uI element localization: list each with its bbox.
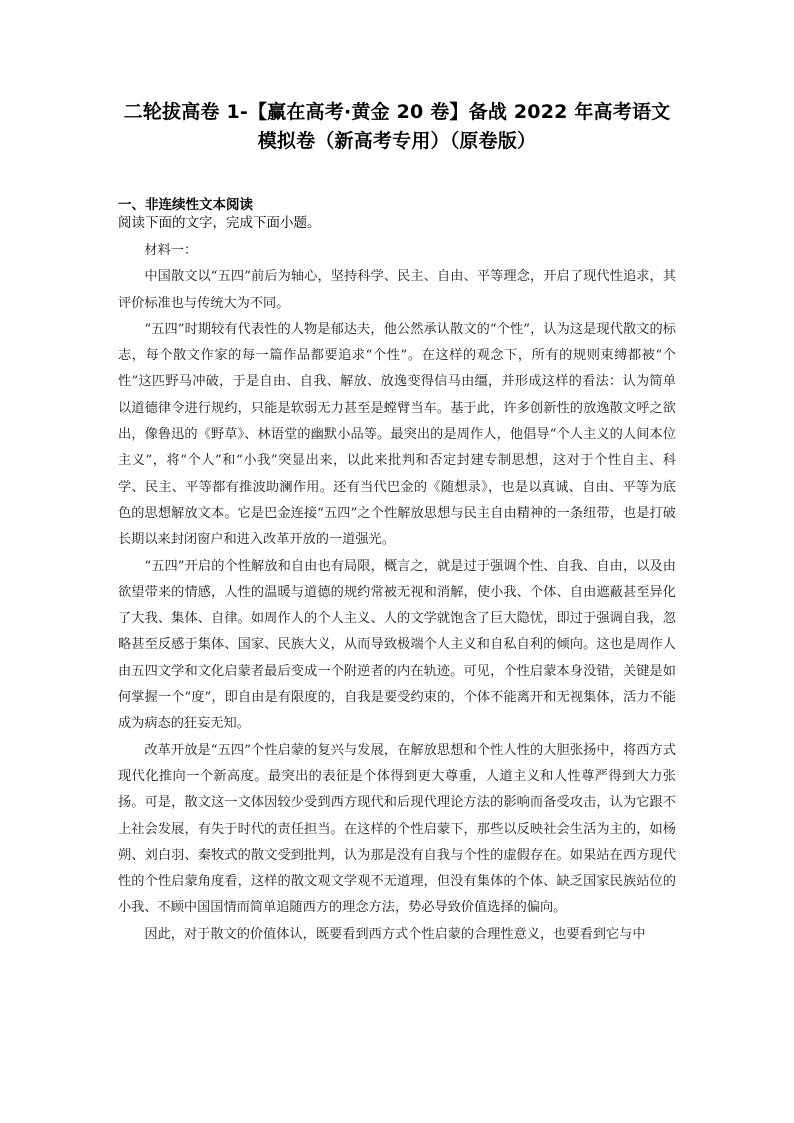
material-body bbox=[118, 238, 676, 948]
title-line-2: 模拟卷（新高考专用）（原卷版） bbox=[257, 130, 537, 152]
material-label: 材料一： bbox=[144, 243, 198, 258]
section-heading: 一、非连续性文本阅读 bbox=[118, 197, 253, 213]
document-title bbox=[118, 98, 676, 156]
paragraph-5: 因此，对于散文的价值体认，既要看到西方式个性启蒙的合理性意义，也要看到它与中 bbox=[144, 926, 646, 942]
paragraph-4: 改革开放是“五四”个性启蒙的复兴与发展，在解放思想和个性人性的大胆张扬中，将西方式现代化推向一个新高度。最突出的表征是个体得到更大尊重，人道主义和人性尊严得到大力张扬。可是，散文这一文体因较少受到西方现代和后现代理论方法的影响而备受攻击，认为它跟不上社会发展，有失于时代的责任担当。在这样的个性启蒙下，那些以反映社会生活为主的，如杨朔、刘白羽、秦牧式的散文受到批判，认为那是没有自我与个性的虚假存在。如果站在西方现代性的个性启蒙角度看，这样的散文观文学观不无道理，但没有集体的个体、缺乏国家民族站位的小我、不顾中国国情而简单追随西方的理念方法，势必导致价值选择的偏向。 bbox=[118, 742, 676, 916]
paragraph-2: “五四”时期较有代表性的人物是郁达夫，他公然承认散文的“个性”，认为这是现代散文的标志，每个散文作家的每一篇作品都要追求“个性”。在这样的观念下，所有的规则束缚都被“个性”这匹野马冲破，于是自由、自我、解放、放逸变得信马由缰，并形成这样的看法：认为简单以道德律令进行规约，只能是软弱无力甚至是螳臂当车。基于此，许多创新性的放逸散文呼之欲出，像鲁迅的《野草》、林语堂的幽默小品等。最突出的是周作人，他倡导“个人主义的人间本位主义”，将“个人”和“小我”突显出来，以此来批判和否定封建专制思想，这对于个性自主、科学、民主、平等都有推波助澜作用。还有当代巴金的《随想录》，也是以真诚、自由、平等为底色的思想解放文本。它是巴金连接“五四”之个性解放思想与民主自由精神的一条纽带，也是打破长期以来封闭窗户和进入改革开放的一道强光。 bbox=[118, 321, 676, 548]
paragraph-1: 中国散文以“五四”前后为轴心，坚持科学、民主、自由、平等理念，开启了现代性追求，其评价标准也与传统大为不同。 bbox=[118, 269, 676, 311]
reading-instruction: 阅读下面的文字，完成下面小题。 bbox=[118, 215, 321, 231]
title-line-1: 二轮拔高卷 1-【赢在高考·黄金 20 卷】备战 2022 年高考语文 bbox=[123, 101, 671, 123]
paragraph-3: “五四”开启的个性解放和自由也有局限，概言之，就是过于强调个性、自我、自由，以及由欲望带来的情感，人性的温暖与道德的规约常被无视和消解，使小我、个体、自由遮蔽甚至异化了大我、集体、自律。如周作人的个人主义、人的文学就饱含了巨大隐忧，即过于强调自我，忽略甚至反感于集体、国家、民族大义，从而导致极端个人主义和自私自利的倾向。这也是周作人由五四文学和文化启蒙者最后变成一个附逆者的内在轨迹。可见，个性启蒙本身没错，关键是如何掌握一个“度”，即自由是有限度的，自我是要受约束的，个体不能离开和无视集体，活力不能成为病态的狂妄无知。 bbox=[118, 558, 676, 732]
